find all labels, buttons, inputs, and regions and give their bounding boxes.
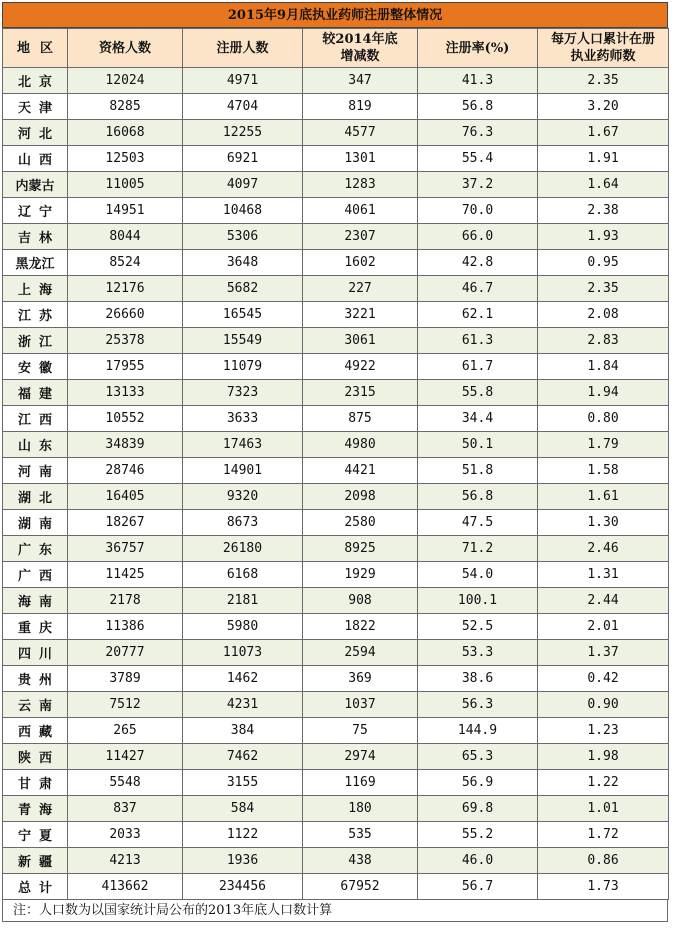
cell-rate: 76.3: [418, 120, 538, 146]
cell-registered: 4971: [183, 68, 303, 94]
cell-rate: 53.3: [418, 640, 538, 666]
table-row: [3, 796, 669, 822]
cell-change: 908: [303, 588, 418, 614]
cell-change: 875: [303, 406, 418, 432]
cell-region: 上海: [3, 276, 68, 302]
cell-rate: 42.8: [418, 250, 538, 276]
cell-per10k: 1.98: [538, 744, 669, 770]
cell-qualified: 2178: [68, 588, 183, 614]
cell-qualified: 11425: [68, 562, 183, 588]
cell-qualified: 20777: [68, 640, 183, 666]
cell-per10k: 0.90: [538, 692, 669, 718]
cell-registered: 4231: [183, 692, 303, 718]
cell-per10k: 2.44: [538, 588, 669, 614]
cell-rate: 55.2: [418, 822, 538, 848]
cell-per10k: 1.22: [538, 770, 669, 796]
cell-region: 宁夏: [3, 822, 68, 848]
cell-per10k: 2.35: [538, 276, 669, 302]
cell-registered: 7462: [183, 744, 303, 770]
cell-per10k: 2.01: [538, 614, 669, 640]
cell-per10k: 2.38: [538, 198, 669, 224]
table-row: [3, 458, 669, 484]
cell-rate: 66.0: [418, 224, 538, 250]
cell-rate: 55.4: [418, 146, 538, 172]
cell-rate: 56.7: [418, 874, 538, 900]
header-per10k: [538, 29, 669, 68]
cell-rate: 69.8: [418, 796, 538, 822]
table-row: [3, 484, 669, 510]
cell-registered: 16545: [183, 302, 303, 328]
table-row: [3, 328, 669, 354]
cell-rate: 37.2: [418, 172, 538, 198]
cell-registered: 1462: [183, 666, 303, 692]
cell-per10k: 1.37: [538, 640, 669, 666]
cell-region: 西藏: [3, 718, 68, 744]
cell-change: 4061: [303, 198, 418, 224]
cell-region: 江西: [3, 406, 68, 432]
cell-per10k: 1.79: [538, 432, 669, 458]
cell-registered: 4704: [183, 94, 303, 120]
header-per10k-line2: 执业药师数: [570, 49, 636, 64]
cell-change: 3061: [303, 328, 418, 354]
cell-qualified: 3789: [68, 666, 183, 692]
header-change: [303, 29, 418, 68]
cell-change: 2594: [303, 640, 418, 666]
cell-qualified: 34839: [68, 432, 183, 458]
cell-change: 3221: [303, 302, 418, 328]
cell-rate: 61.7: [418, 354, 538, 380]
header-change-line2: 增减数: [340, 49, 380, 64]
table-row: [3, 692, 669, 718]
cell-region: 新疆: [3, 848, 68, 874]
cell-rate: 56.3: [418, 692, 538, 718]
cell-region: 吉林: [3, 224, 68, 250]
cell-change: 180: [303, 796, 418, 822]
cell-rate: 65.3: [418, 744, 538, 770]
cell-registered: 3155: [183, 770, 303, 796]
cell-rate: 56.9: [418, 770, 538, 796]
table-row: [3, 640, 669, 666]
cell-registered: 3648: [183, 250, 303, 276]
cell-qualified: 8285: [68, 94, 183, 120]
cell-per10k: 1.01: [538, 796, 669, 822]
table-row: [3, 718, 669, 744]
cell-rate: 38.6: [418, 666, 538, 692]
cell-region: 安徽: [3, 354, 68, 380]
cell-per10k: 1.67: [538, 120, 669, 146]
cell-per10k: 2.46: [538, 536, 669, 562]
cell-change: 75: [303, 718, 418, 744]
cell-rate: 51.8: [418, 458, 538, 484]
cell-registered: 14901: [183, 458, 303, 484]
table-row: [3, 354, 669, 380]
cell-region: 福建: [3, 380, 68, 406]
cell-registered: 12255: [183, 120, 303, 146]
cell-per10k: 1.30: [538, 510, 669, 536]
table-row: [3, 276, 669, 302]
table-row: [3, 172, 669, 198]
cell-per10k: 1.23: [538, 718, 669, 744]
header-qualified: 资格人数: [68, 29, 183, 68]
cell-rate: 61.3: [418, 328, 538, 354]
cell-region: 湖北: [3, 484, 68, 510]
cell-per10k: 1.64: [538, 172, 669, 198]
cell-per10k: 0.86: [538, 848, 669, 874]
registration-table-container: [2, 2, 668, 922]
cell-qualified: 12024: [68, 68, 183, 94]
table-row: [3, 536, 669, 562]
cell-change: 1929: [303, 562, 418, 588]
cell-registered: 584: [183, 796, 303, 822]
cell-qualified: 18267: [68, 510, 183, 536]
cell-region: 辽宁: [3, 198, 68, 224]
cell-change: 1602: [303, 250, 418, 276]
cell-change: 2974: [303, 744, 418, 770]
cell-qualified: 10552: [68, 406, 183, 432]
cell-qualified: 25378: [68, 328, 183, 354]
cell-change: 4577: [303, 120, 418, 146]
cell-change: 67952: [303, 874, 418, 900]
cell-change: 1301: [303, 146, 418, 172]
cell-change: 347: [303, 68, 418, 94]
header-per10k-line1: 每万人口累计在册: [550, 32, 655, 47]
cell-change: 535: [303, 822, 418, 848]
cell-per10k: 1.93: [538, 224, 669, 250]
cell-qualified: 2033: [68, 822, 183, 848]
cell-qualified: 36757: [68, 536, 183, 562]
cell-per10k: 2.08: [538, 302, 669, 328]
cell-qualified: 265: [68, 718, 183, 744]
cell-region: 广东: [3, 536, 68, 562]
cell-change: 8925: [303, 536, 418, 562]
cell-registered: 17463: [183, 432, 303, 458]
cell-qualified: 8524: [68, 250, 183, 276]
cell-qualified: 13133: [68, 380, 183, 406]
cell-per10k: 1.61: [538, 484, 669, 510]
cell-region: 河南: [3, 458, 68, 484]
cell-region: 海南: [3, 588, 68, 614]
table-row: [3, 510, 669, 536]
cell-region: 黑龙江: [3, 250, 68, 276]
table-row: [3, 146, 669, 172]
cell-per10k: 1.84: [538, 354, 669, 380]
cell-registered: 5980: [183, 614, 303, 640]
cell-per10k: 0.95: [538, 250, 669, 276]
cell-registered: 1936: [183, 848, 303, 874]
cell-change: 1169: [303, 770, 418, 796]
cell-qualified: 16405: [68, 484, 183, 510]
cell-registered: 5682: [183, 276, 303, 302]
cell-per10k: 1.91: [538, 146, 669, 172]
cell-registered: 4097: [183, 172, 303, 198]
cell-qualified: 14951: [68, 198, 183, 224]
cell-region: 山西: [3, 146, 68, 172]
cell-region: 山东: [3, 432, 68, 458]
cell-per10k: 1.31: [538, 562, 669, 588]
cell-region: 湖南: [3, 510, 68, 536]
cell-change: 438: [303, 848, 418, 874]
cell-qualified: 28746: [68, 458, 183, 484]
table-row: [3, 562, 669, 588]
cell-region: 内蒙古: [3, 172, 68, 198]
table-row: [3, 198, 669, 224]
cell-qualified: 5548: [68, 770, 183, 796]
cell-change: 2580: [303, 510, 418, 536]
cell-qualified: 11005: [68, 172, 183, 198]
cell-registered: 3633: [183, 406, 303, 432]
cell-registered: 6168: [183, 562, 303, 588]
cell-region: 浙江: [3, 328, 68, 354]
cell-rate: 50.1: [418, 432, 538, 458]
cell-region: 青海: [3, 796, 68, 822]
cell-per10k: 3.20: [538, 94, 669, 120]
table-row: [3, 302, 669, 328]
table-title: 2015年9月底执业药师注册整体情况: [2, 2, 668, 28]
cell-registered: 8673: [183, 510, 303, 536]
cell-change: 4922: [303, 354, 418, 380]
cell-rate: 62.1: [418, 302, 538, 328]
table-row: [3, 848, 669, 874]
cell-region: 陕西: [3, 744, 68, 770]
table-row: [3, 68, 669, 94]
table-row: [3, 94, 669, 120]
cell-registered: 7323: [183, 380, 303, 406]
cell-registered: 6921: [183, 146, 303, 172]
cell-qualified: 7512: [68, 692, 183, 718]
header-rate: 注册率(%): [418, 29, 538, 68]
cell-region: 甘肃: [3, 770, 68, 796]
cell-qualified: 17955: [68, 354, 183, 380]
cell-rate: 55.8: [418, 380, 538, 406]
header-region: 地区: [3, 29, 68, 68]
cell-rate: 100.1: [418, 588, 538, 614]
cell-change: 1822: [303, 614, 418, 640]
footnote: 注：人口数为以国家统计局公布的2013年底人口数计算: [2, 900, 668, 922]
cell-per10k: 2.35: [538, 68, 669, 94]
cell-qualified: 26660: [68, 302, 183, 328]
table-row: [3, 770, 669, 796]
table-row: [3, 120, 669, 146]
cell-region: 江苏: [3, 302, 68, 328]
table-row: [3, 666, 669, 692]
cell-per10k: 1.73: [538, 874, 669, 900]
cell-change: 1283: [303, 172, 418, 198]
cell-registered: 26180: [183, 536, 303, 562]
cell-change: 369: [303, 666, 418, 692]
cell-registered: 11073: [183, 640, 303, 666]
cell-registered: 2181: [183, 588, 303, 614]
cell-registered: 234456: [183, 874, 303, 900]
cell-rate: 56.8: [418, 94, 538, 120]
cell-qualified: 16068: [68, 120, 183, 146]
cell-change: 2315: [303, 380, 418, 406]
cell-change: 227: [303, 276, 418, 302]
table-row: [3, 744, 669, 770]
cell-region: 重庆: [3, 614, 68, 640]
cell-registered: 9320: [183, 484, 303, 510]
table-row: [3, 432, 669, 458]
cell-per10k: 2.83: [538, 328, 669, 354]
cell-registered: 1122: [183, 822, 303, 848]
cell-rate: 41.3: [418, 68, 538, 94]
cell-change: 2307: [303, 224, 418, 250]
cell-region: 河北: [3, 120, 68, 146]
cell-change: 819: [303, 94, 418, 120]
cell-per10k: 0.80: [538, 406, 669, 432]
cell-per10k: 1.58: [538, 458, 669, 484]
cell-rate: 54.0: [418, 562, 538, 588]
cell-rate: 46.0: [418, 848, 538, 874]
cell-qualified: 4213: [68, 848, 183, 874]
cell-change: 4980: [303, 432, 418, 458]
cell-registered: 10468: [183, 198, 303, 224]
cell-per10k: 0.42: [538, 666, 669, 692]
table-row: [3, 224, 669, 250]
cell-qualified: 11386: [68, 614, 183, 640]
cell-rate: 34.4: [418, 406, 538, 432]
cell-rate: 46.7: [418, 276, 538, 302]
cell-region: 总计: [3, 874, 68, 900]
cell-qualified: 837: [68, 796, 183, 822]
cell-region: 广西: [3, 562, 68, 588]
cell-qualified: 413662: [68, 874, 183, 900]
total-row: [3, 874, 669, 900]
cell-region: 北京: [3, 68, 68, 94]
cell-rate: 70.0: [418, 198, 538, 224]
table-row: [3, 406, 669, 432]
cell-change: 4421: [303, 458, 418, 484]
cell-rate: 56.8: [418, 484, 538, 510]
cell-qualified: 8044: [68, 224, 183, 250]
cell-qualified: 12503: [68, 146, 183, 172]
cell-rate: 144.9: [418, 718, 538, 744]
header-change-line1: 较2014年底: [322, 32, 398, 47]
cell-change: 2098: [303, 484, 418, 510]
cell-region: 云南: [3, 692, 68, 718]
cell-region: 四川: [3, 640, 68, 666]
cell-per10k: 1.94: [538, 380, 669, 406]
cell-rate: 47.5: [418, 510, 538, 536]
cell-change: 1037: [303, 692, 418, 718]
table-row: [3, 614, 669, 640]
cell-region: 贵州: [3, 666, 68, 692]
cell-qualified: 12176: [68, 276, 183, 302]
cell-region: 天津: [3, 94, 68, 120]
cell-rate: 71.2: [418, 536, 538, 562]
cell-registered: 11079: [183, 354, 303, 380]
cell-per10k: 1.72: [538, 822, 669, 848]
cell-rate: 52.5: [418, 614, 538, 640]
table-row: [3, 588, 669, 614]
table-row: [3, 822, 669, 848]
cell-registered: 384: [183, 718, 303, 744]
table-row: [3, 250, 669, 276]
header-row: [3, 29, 669, 68]
cell-registered: 5306: [183, 224, 303, 250]
registration-table: [2, 28, 669, 900]
table-body: [3, 68, 669, 900]
header-registered: 注册人数: [183, 29, 303, 68]
cell-registered: 15549: [183, 328, 303, 354]
cell-qualified: 11427: [68, 744, 183, 770]
table-row: [3, 380, 669, 406]
